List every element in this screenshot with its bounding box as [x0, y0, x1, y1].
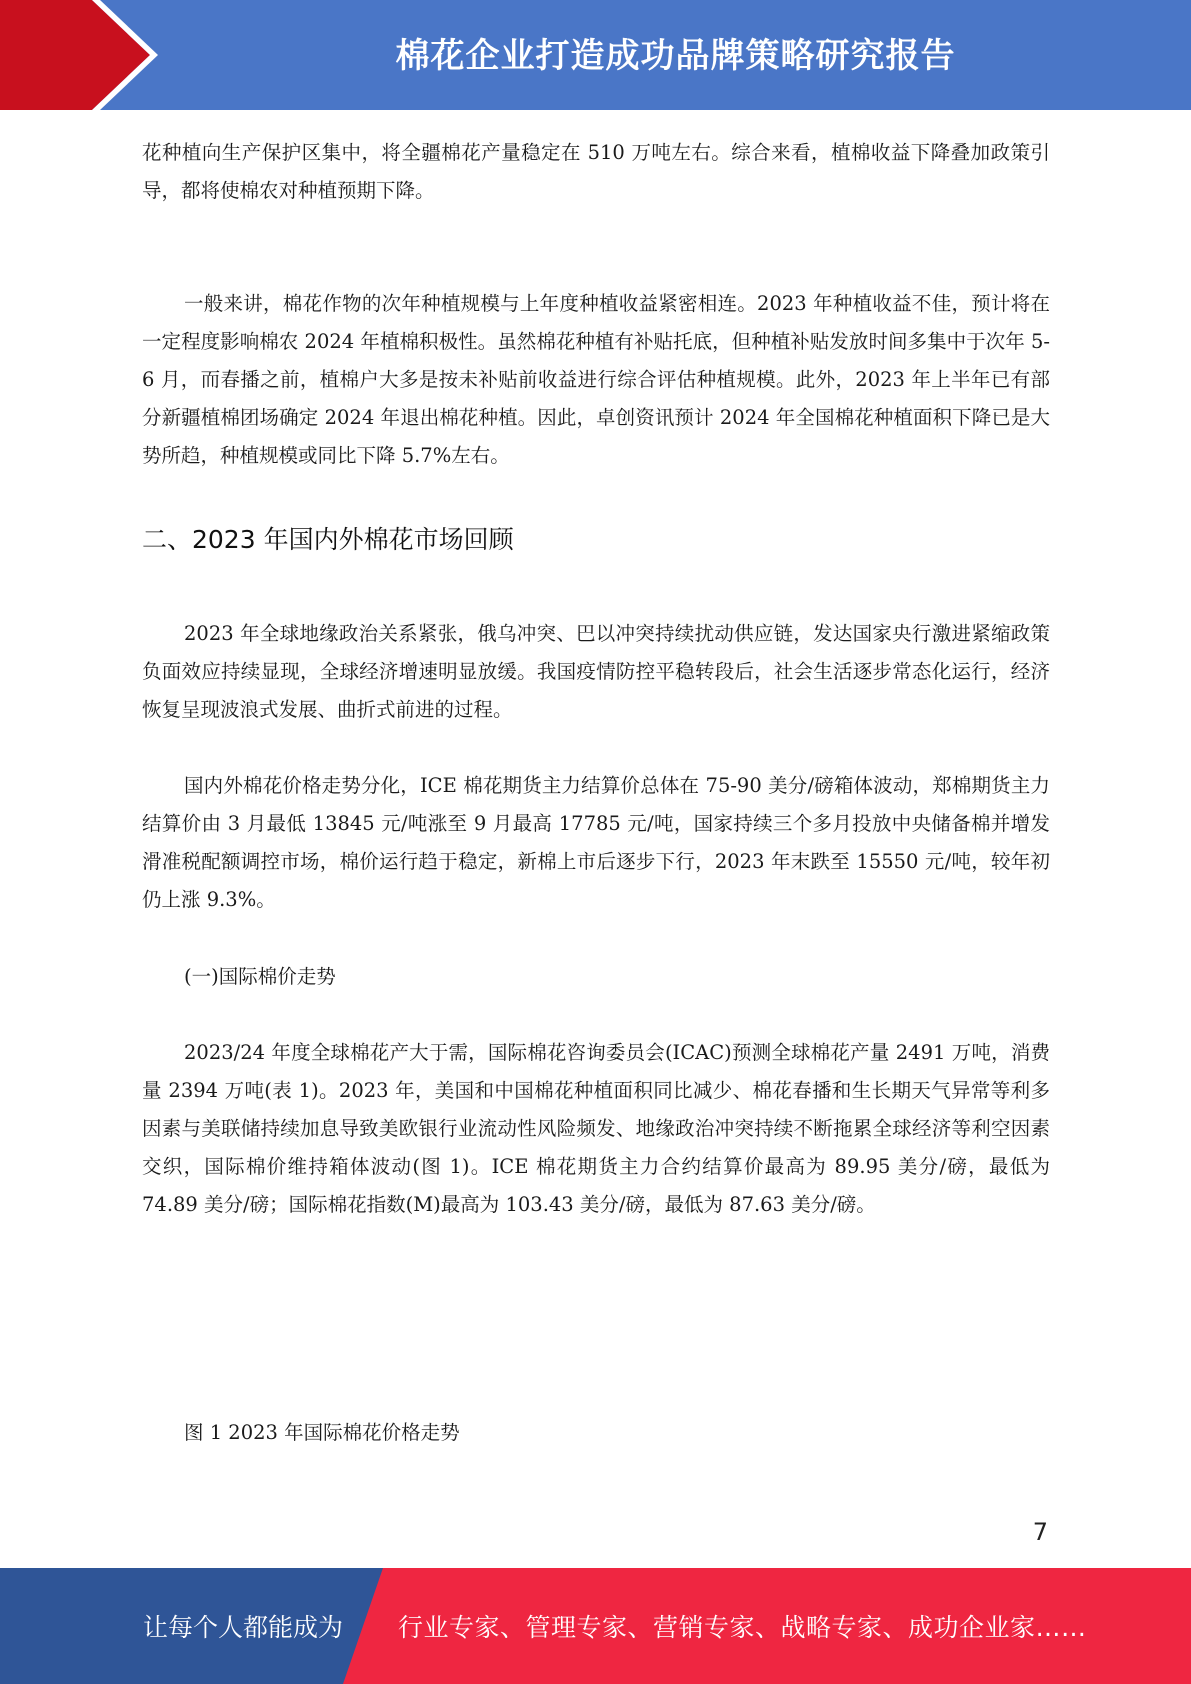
section-heading: 二、2023 年国内外棉花市场回顾	[142, 525, 514, 554]
paragraph-2: 一般来讲，棉花作物的次年种植规模与上年度种植收益紧密相连。2023 年种植收益不佳，预计将在一定程度影响棉农 2024 年植棉积极性。虽然棉花种植有补贴托底，但种植补贴发放时间多集中于次年 5-6 月，而春播之前，植棉户大多是按未补贴前收益进行综合评估种植规模。此外，2023 年上半年已有部分新疆植棉团场确定 2024 年退出棉花种植。因此，卓创资讯预计 2024 年全国棉花种植面积下降已是大势所趋，种植规模或同比下降 5.7%左右。	[142, 292, 1050, 467]
footer-slogan-right: 行业专家、管理专家、营销专家、战略专家、成功企业家……	[398, 1613, 1087, 1642]
paragraph-4: 国内外棉花价格走势分化，ICE 棉花期货主力结算价总体在 75-90 美分/磅箱体波动，郑棉期货主力结算价由 3 月最低 13845 元/吨涨至 9 月最高 17785 元/吨，国家持续三个多月投放中央储备棉并增发滑准税配额调控市场，棉价运行趋于稳定，新棉上市后逐步下行，2023 年末跌至 15550 元/吨，较年初仍上涨 9.3%。	[142, 774, 1050, 911]
figure-caption: 图 1 2023 年国际棉花价格走势	[184, 1421, 460, 1444]
paragraph-1: 花种植向生产保护区集中，将全疆棉花产量稳定在 510 万吨左右。综合来看，植棉收益下降叠加政策引导，都将使棉农对种植预期下降。	[142, 141, 1050, 202]
footer-slogan-left: 让每个人都能成为	[143, 1613, 344, 1642]
paragraph-3: 2023 年全球地缘政治关系紧张，俄乌冲突、巴以冲突持续扰动供应链，发达国家央行激进紧缩政策负面效应持续显现，全球经济增速明显放缓。我国疫情防控平稳转段后，社会生活逐步常态化运行，经济恢复呈现波浪式发展、曲折式前进的过程。	[142, 622, 1050, 721]
page-footer	[0, 1568, 1191, 1684]
page-header	[0, 0, 1191, 110]
subheading: (一)国际棉价走势	[184, 965, 336, 988]
report-title: 棉花企业打造成功品牌策略研究报告	[395, 35, 956, 76]
paragraph-5: 2023/24 年度全球棉花产大于需，国际棉花咨询委员会(ICAC)预测全球棉花产量 2491 万吨，消费量 2394 万吨(表 1)。2023 年，美国和中国棉花种植面积同比减少、棉花春播和生长期天气异常等利多因素与美联储持续加息导致美欧银行业流动性风险频发、地缘政治冲突持续不断拖累全球经济等利空因素交织，国际棉价维持箱体波动(图 1)。ICE 棉花期货主力合约结算价最高为 89.95 美分/磅，最低为 74.89 美分/磅；国际棉花指数(M)最高为 103.43 美分/磅，最低为 87.63 美分/磅。	[142, 1041, 1050, 1216]
page-number: 7	[1032, 1518, 1048, 1546]
